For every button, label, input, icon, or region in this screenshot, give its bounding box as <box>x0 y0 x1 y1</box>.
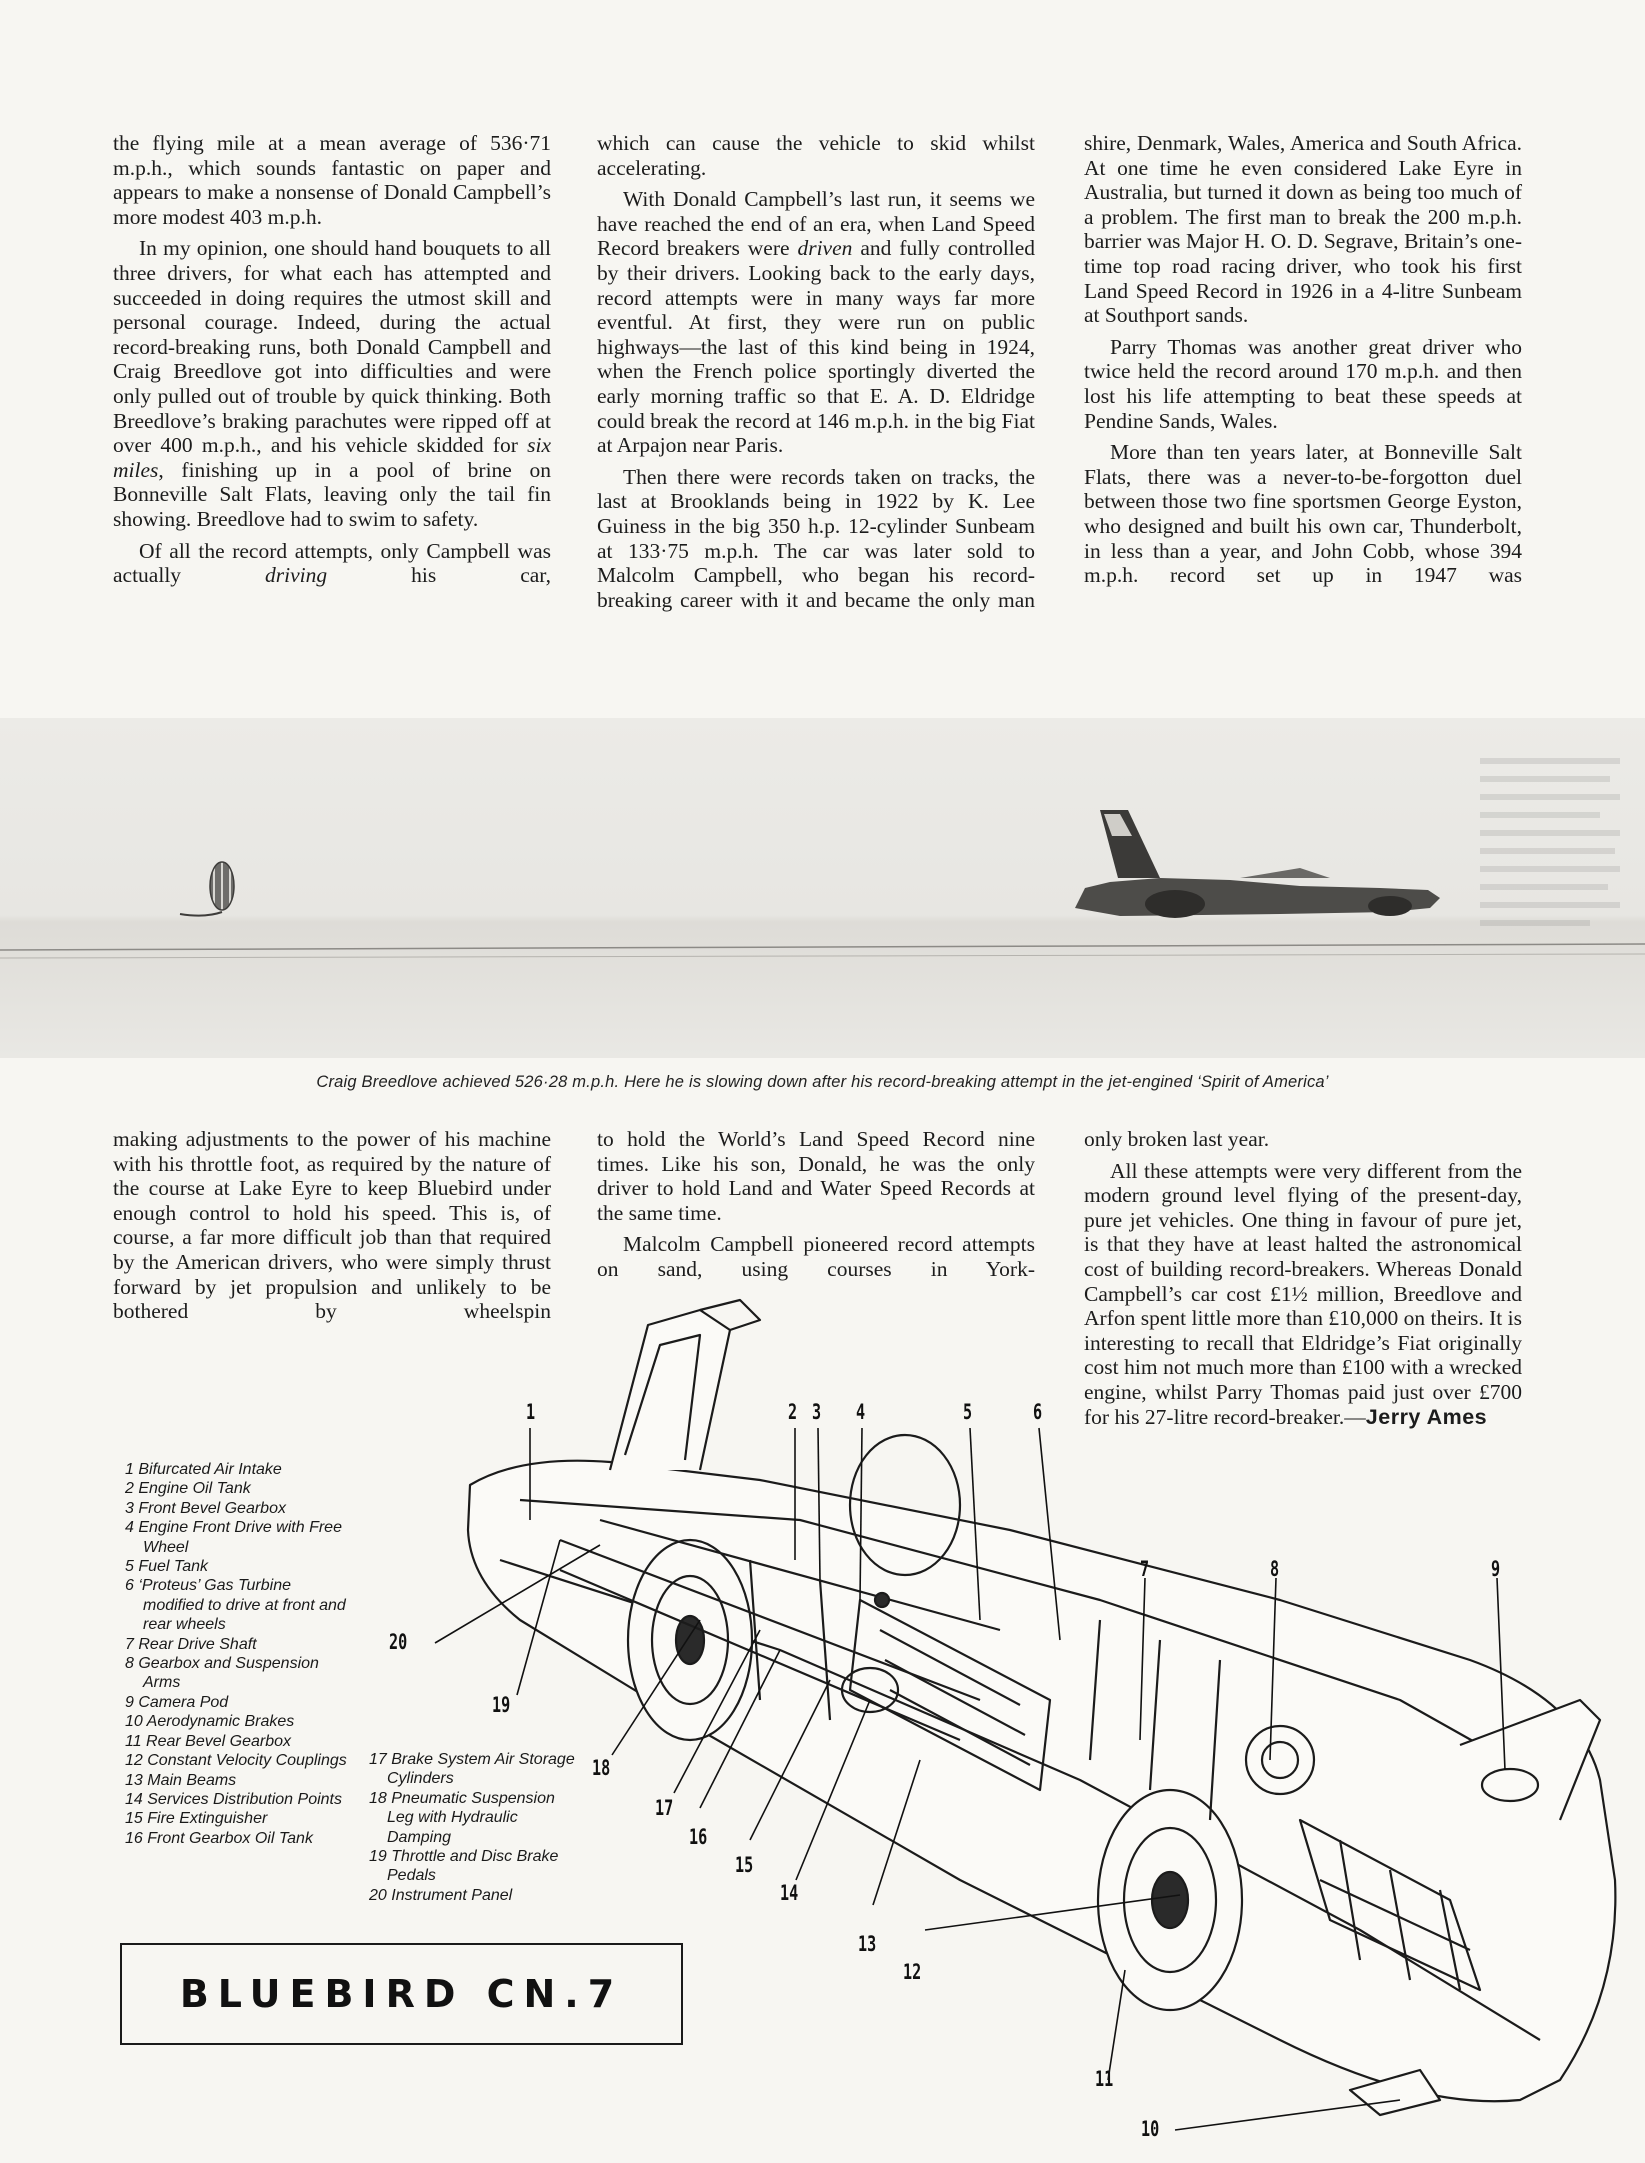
legend-column-left <box>125 1460 350 1848</box>
callout-5: 5 <box>963 1400 973 1424</box>
legend-item: 13 Main Beams <box>125 1771 237 1789</box>
legend-item: 7 Rear Drive Shaft <box>125 1635 257 1653</box>
callout-19: 19 <box>492 1693 511 1717</box>
callout-2: 2 <box>788 1400 798 1424</box>
legend-item: 8 Gearbox and Suspension Arms <box>125 1655 319 1692</box>
legend-item: 5 Fuel Tank <box>125 1558 209 1576</box>
callout-13: 13 <box>858 1932 877 1956</box>
photo-caption: Craig Breedlove achieved 526·28 m.p.h. Here he is slowing down after his record-breaking attempt in the jet-engined ‘Spirit of America’ <box>316 1073 1329 1091</box>
author-signature: Jerry Ames <box>1365 1404 1488 1429</box>
legend-item: 15 Fire Extinguisher <box>125 1810 268 1828</box>
callout-16: 16 <box>689 1825 708 1849</box>
callout-8: 8 <box>1270 1557 1280 1581</box>
callout-6: 6 <box>1033 1400 1043 1424</box>
callout-18: 18 <box>592 1756 611 1780</box>
legend-item: 20 Instrument Panel <box>369 1886 513 1904</box>
paragraph: Malcolm Campbell pioneered record attempts on sand, using courses in York- <box>597 1232 1035 1281</box>
legend-item: 12 Constant Velocity Couplings <box>125 1752 347 1770</box>
legend-item: 16 Front Gearbox Oil Tank <box>125 1829 313 1847</box>
legend-item: 6 ‘Proteus’ Gas Turbine modified to drive at front and rear wheels <box>125 1577 346 1634</box>
paragraph: the flying mile at a mean average of 536·71 m.p.h., which sounds fantastic on paper and appears to make a nonsense of Donald Campbell’s more modest 403 m.p.h. <box>113 131 551 229</box>
paragraph: Then there were records taken on tracks, the last at Brooklands being in 1922 by K. Lee Guiness in the big 350 h.p. 12-cylinder Sunbeam at 133·75 m.p.h. The car was later sold to Malcolm Campbell, who began his record-breaking career with it and became the only man <box>597 464 1035 612</box>
callout-20: 20 <box>389 1630 408 1654</box>
callout-9: 9 <box>1491 1557 1501 1581</box>
legend-item: 2 Engine Oil Tank <box>125 1480 251 1498</box>
legend-item: 14 Services Distribution Points <box>125 1790 342 1808</box>
paragraph: Parry Thomas was another great driver who twice held the record around 170 m.p.h. and then lost his life attempting to beat these speeds at Pendine Sands, Wales. <box>1084 334 1522 433</box>
callout-1: 1 <box>526 1400 536 1424</box>
legend-item: 18 Pneumatic Suspension Leg with Hydraulic Damping <box>369 1789 555 1846</box>
diagram-title-box <box>120 1943 683 2045</box>
legend-item: 10 Aerodynamic Brakes <box>125 1713 295 1731</box>
diagram-title: BLUEBIRD CN.7 <box>179 1972 624 2016</box>
callout-15: 15 <box>735 1853 754 1877</box>
legend-item: 9 Camera Pod <box>125 1693 229 1711</box>
legend-item: 4 Engine Front Drive with Free Wheel <box>125 1519 342 1556</box>
paragraph: More than ten years later, at Bonneville Salt Flats, there was a never-to-be-forgotton duel between those two fine sportsmen George Eyston, who designed and built his own car, Thunderbolt, in less than a year, and John Cobb, whose 394 m.p.h. record set up in 1947 was <box>1084 440 1522 588</box>
paragraph: making adjustments to the power of his machine with his throttle foot, as required by the nature of the course at Lake Eyre to keep Bluebird under enough control to hold his speed. This is, of course, a far more difficult job than that required by the American drivers, who were simply thrust forward by jet propulsion and unlikely to be bothered by wheelspin <box>113 1127 551 1324</box>
callout-12: 12 <box>903 1960 922 1984</box>
callout-3: 3 <box>812 1400 822 1424</box>
callout-17: 17 <box>655 1796 674 1820</box>
callout-10: 10 <box>1141 2117 1160 2141</box>
paragraph: Of all the record attempts, only Campbell was actually driving his car, <box>113 538 551 588</box>
legend-column-right <box>369 1750 584 1905</box>
legend-item: 3 Front Bevel Gearbox <box>125 1499 286 1517</box>
legend-item: 19 Throttle and Disc Brake Pedals <box>369 1848 559 1885</box>
callout-7: 7 <box>1140 1557 1150 1581</box>
legend-item: 1 Bifurcated Air Intake <box>125 1461 282 1478</box>
paragraph: shire, Denmark, Wales, America and South Africa. At one time he even considered Lake Eyre in Australia, but turned it down as being too much of a problem. The first man to break the 200 m.p.h. barrier was Major H. O. D. Segrave, Britain’s one-time top road racing driver, who took his first Land Speed Record in 1926 in a 4-litre Sunbeam at Southport sands. <box>1084 131 1522 328</box>
paragraph: to hold the World’s Land Speed Record nine times. Like his son, Donald, he was the only driver to hold Land and Water Speed Records at the same time. <box>597 1127 1035 1225</box>
paragraph: only broken last year. <box>1084 1127 1270 1151</box>
legend-item: 17 Brake System Air Storage Cylinders <box>369 1751 575 1788</box>
paragraph: With Donald Campbell’s last run, it seems we have reached the end of an era, when Land Speed Record breakers were driven and fully controlled by their drivers. Looking back to the early days, record attempts were in many ways far more eventful. At first, they were run on public highways—the last of this kind being in 1924, when the French police sportingly diverted the early morning traffic so that E. A. D. Eldridge could break the record at 146 m.p.h. in the big Fiat at Arpajon near Paris. <box>597 187 1035 458</box>
legend-item: 11 Rear Bevel Gearbox <box>125 1732 292 1750</box>
callout-11: 11 <box>1095 2067 1114 2091</box>
callout-14: 14 <box>780 1881 799 1905</box>
callout-4: 4 <box>856 1400 866 1424</box>
paragraph: which can cause the vehicle to skid whilst accelerating. <box>597 131 1035 180</box>
paragraph: All these attempts were very different from the modern ground level flying of the present-day, pure jet vehicles. One thing in favour of pure jet, is that they have at least halted the astronomical cost of building record-breakers. Whereas Donald Campbell’s car cost £1½ million, Breedlove and Arfon spent little more than £10,000 on theirs. It is interesting to recall that Eldridge’s Fiat originally cost him not much more than £100 with a wrecked engine, whilst Parry Thomas paid just over £700 for his 27-litre record-breaker.—Jerry Ames <box>1084 1158 1522 1429</box>
paragraph: In my opinion, one should hand bouquets to all three drivers, for what each has attempted and succeeded in doing requires the utmost skill and personal courage. Indeed, during the actual record-breaking runs, both Donald Campbell and Craig Breedlove got into difficulties and were only pulled out of trouble by quick thinking. Both Breedlove’s braking parachutes were ripped off at over 400 m.p.h., and his vehicle skidded for six miles, finishing up in a pool of brine on Bonneville Salt Flats, leaving only the tail fin showing. Breedlove had to swim to safety. <box>113 236 551 531</box>
